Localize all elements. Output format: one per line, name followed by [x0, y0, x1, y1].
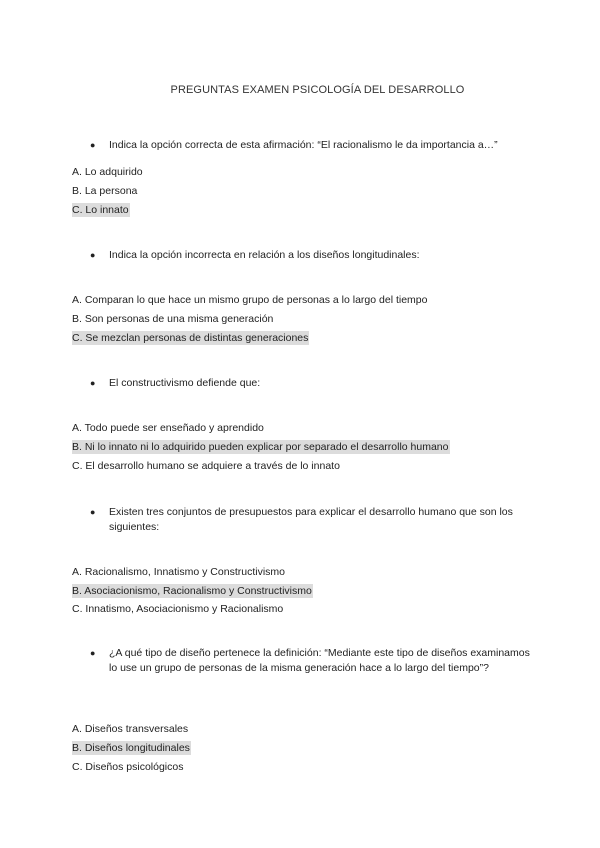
question-text: ¿A qué tipo de diseño pertenece la definición: “Mediante este tipo de diseños examinamos lo use un grupo de personas de la misma generación hace a lo largo del tiempo”?: [109, 647, 530, 674]
answer-option-2a: A. Comparan lo que hace un mismo grupo de personas a lo largo del tiempo: [72, 294, 428, 306]
answer-option-4a: A. Racionalismo, Innatismo y Constructivismo: [72, 566, 285, 578]
bullet-icon: ●: [90, 140, 96, 150]
answer-option-2b: B. Son personas de una misma generación: [72, 313, 274, 325]
bullet-icon: ●: [90, 250, 96, 260]
question-1: [92, 138, 532, 153]
answer-option-1a: A. Lo adquirido: [72, 166, 143, 178]
answer-option-3c: C. El desarrollo humano se adquiere a través de lo innato: [72, 460, 340, 472]
page-title: PREGUNTAS EXAMEN PSICOLOGÍA DEL DESARROLLO: [170, 84, 465, 96]
question-text: Existen tres conjuntos de presupuestos para explicar el desarrollo humano que son los siguientes:: [109, 506, 513, 533]
answer-option-1b: B. La persona: [72, 185, 138, 197]
question-text: El constructivismo defiende que:: [109, 377, 261, 389]
question-text: Indica la opción incorrecta en relación a los diseños longitudinales:: [109, 249, 420, 261]
question-5: [92, 646, 532, 676]
bullet-icon: ●: [90, 378, 96, 388]
question-3: [92, 376, 532, 391]
question-text: Indica la opción correcta de esta afirmación: “El racionalismo le da importancia a…”: [109, 139, 498, 151]
bullet-icon: ●: [90, 507, 96, 517]
answer-option-5a: A. Diseños transversales: [72, 723, 189, 735]
question-2: [92, 248, 532, 263]
answer-option-4b-highlighted: B. Asociacionismo, Racionalismo y Constructivismo: [72, 585, 312, 597]
answer-option-5c: C. Diseños psicológicos: [72, 761, 184, 773]
bullet-icon: ●: [90, 648, 96, 658]
answer-option-3b-highlighted: B. Ni lo innato ni lo adquirido pueden explicar por separado el desarrollo humano: [72, 441, 449, 453]
answer-option-5b-highlighted: B. Diseños longitudinales: [72, 742, 190, 754]
answer-option-2c-highlighted: C. Se mezclan personas de distintas generaciones: [72, 332, 309, 344]
question-4: [92, 505, 532, 535]
answer-option-3a: A. Todo puede ser enseñado y aprendido: [72, 422, 264, 434]
answer-option-4c: C. Innatismo, Asociacionismo y Racionalismo: [72, 603, 284, 615]
answer-option-1c-highlighted: C. Lo innato: [72, 204, 129, 216]
